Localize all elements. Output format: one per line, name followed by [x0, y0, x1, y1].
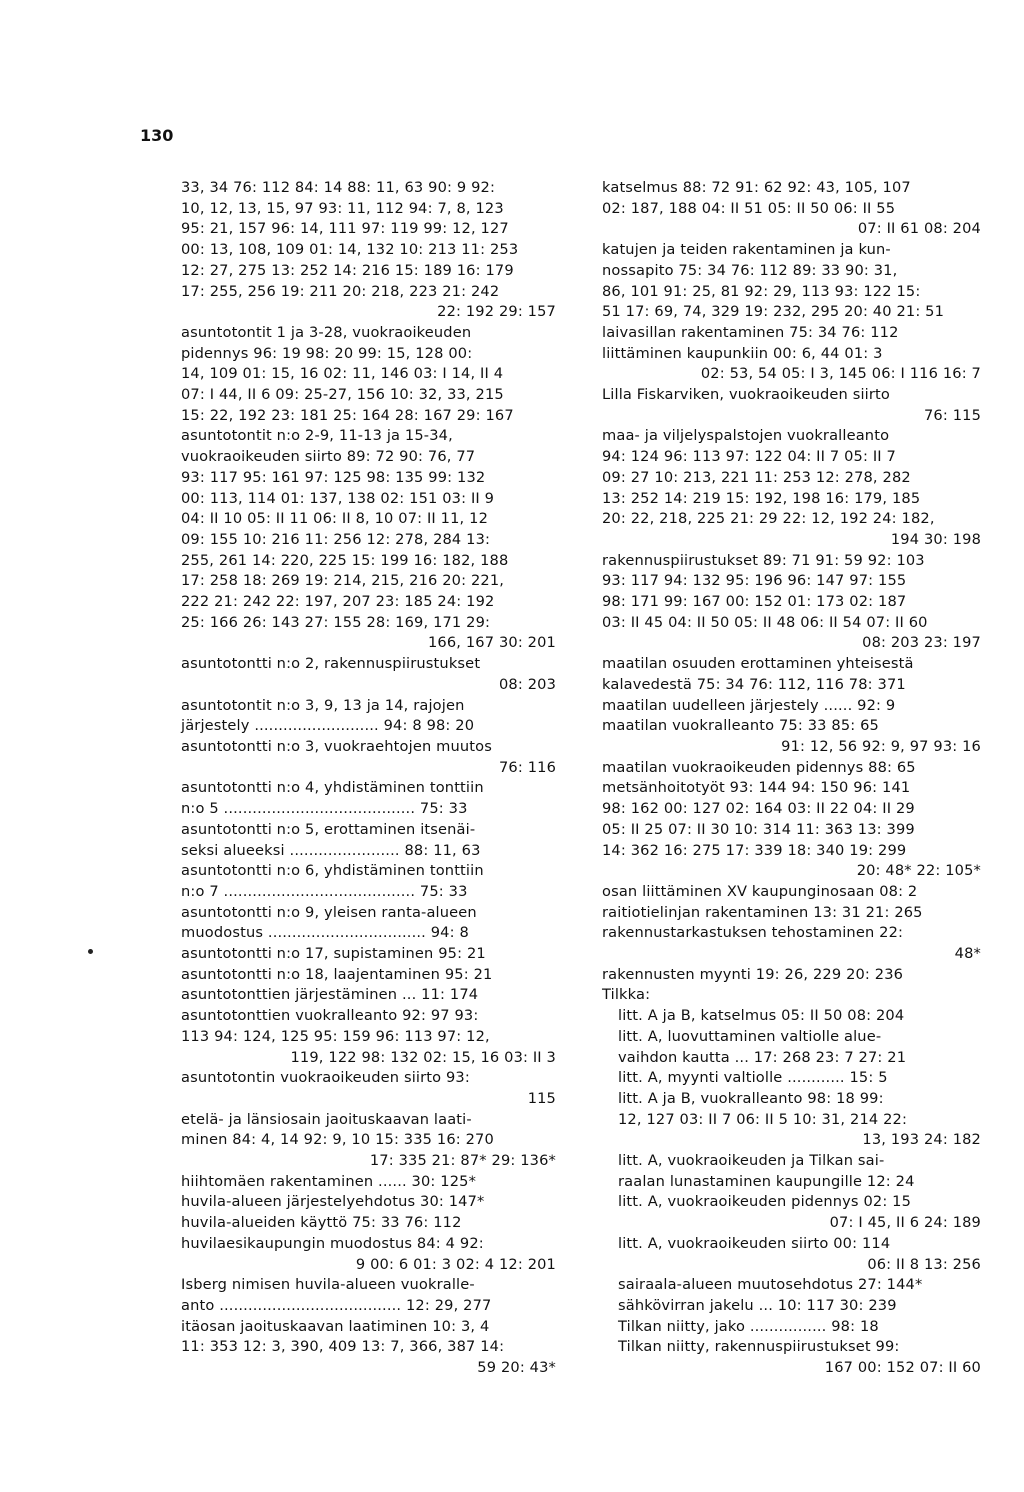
index-line: 113 94: 124, 125 95: 159 96: 113 97: 12, — [181, 1027, 490, 1045]
index-line: 10, 12, 13, 15, 97 93: 11, 112 94: 7, 8, 123 — [181, 199, 504, 217]
index-line: asuntotontti n:o 2, rakennuspiirustukset — [181, 655, 481, 673]
index-line: 20: 48* 22: 105* — [856, 862, 981, 880]
index-line: raalan lunastaminen kaupungille 12: 24 — [618, 1172, 915, 1190]
index-line: 222 21: 242 22: 197, 207 23: 185 24: 192 — [181, 593, 495, 611]
index-line: 194 30: 198 — [890, 530, 981, 548]
index-line: n:o 7 ........................................ 75: 33 — [181, 882, 468, 900]
index-line: 13: 252 14: 219 15: 192, 198 16: 179, 185 — [602, 489, 921, 507]
index-line: osan liittäminen XV kaupunginosaan 08: 2 — [602, 882, 918, 900]
index-line: 17: 255, 256 19: 211 20: 218, 223 21: 242 — [181, 282, 500, 300]
index-line: laivasillan rakentaminen 75: 34 76: 112 — [602, 323, 899, 341]
index-line: 05: II 25 07: II 30 10: 314 11: 363 13: 399 — [602, 820, 915, 838]
index-line: 51 17: 69, 74, 329 19: 232, 295 20: 40 21: 51 — [602, 303, 945, 321]
index-line: kalavedestä 75: 34 76: 112, 116 78: 371 — [602, 675, 906, 693]
index-line: huvilaesikaupungin muodostus 84: 4 92: — [181, 1234, 484, 1252]
index-line: rakennuspiirustukset 89: 71 91: 59 92: 103 — [602, 551, 925, 569]
index-line: 119, 122 98: 132 02: 15, 16 03: II 3 — [290, 1048, 556, 1066]
index-line: maatilan osuuden erottaminen yhteisestä — [602, 655, 914, 673]
index-line: rakennustarkastuksen tehostaminen 22: — [602, 924, 904, 942]
index-line: Tilkka: — [602, 986, 651, 1004]
index-line: hiihtomäen rakentaminen ...... 30: 125* — [181, 1172, 477, 1190]
index-line: rakennusten myynti 19: 26, 229 20: 236 — [602, 965, 904, 983]
index-line: 08: 203 23: 197 — [862, 634, 981, 652]
index-line: 48* — [954, 945, 981, 963]
index-line: asuntotonttien vuokralleanto 92: 97 93: — [181, 1007, 479, 1025]
index-column-left — [181, 178, 556, 1379]
index-line: 02: 187, 188 04: II 51 05: II 50 06: II 55 — [602, 199, 896, 217]
index-line: 33, 34 76: 112 84: 14 88: 11, 63 90: 9 92: — [181, 179, 496, 196]
index-line: litt. A, myynti valtiolle ............ 15: 5 — [618, 1069, 888, 1087]
index-line: muodostus ................................. 94: 8 — [181, 924, 469, 942]
index-line: 25: 166 26: 143 27: 155 28: 169, 171 29: — [181, 613, 491, 631]
page-number: 130 — [140, 126, 174, 145]
index-line: 14: 362 16: 275 17: 339 18: 340 19: 299 — [602, 841, 907, 859]
index-line: 07: I 44, II 6 09: 25-27, 156 10: 32, 33, 215 — [181, 386, 504, 404]
index-line: 255, 261 14: 220, 225 15: 199 16: 182, 188 — [181, 551, 509, 569]
index-line: 98: 162 00: 127 02: 164 03: II 22 04: II 29 — [602, 800, 915, 818]
index-line: litt. A, vuokraoikeuden ja Tilkan sai- — [618, 1152, 885, 1170]
index-line: katujen ja teiden rakentaminen ja kun- — [602, 241, 891, 259]
index-line: anto ...................................... 12: 29, 277 — [181, 1296, 492, 1314]
index-line: vaihdon kautta ... 17: 268 23: 7 27: 21 — [618, 1048, 907, 1066]
index-line: asuntotontti n:o 9, yleisen ranta-alueen — [181, 903, 477, 921]
index-line: 09: 155 10: 216 11: 256 12: 278, 284 13: — [181, 530, 491, 548]
index-line: 13, 193 24: 182 — [862, 1131, 981, 1149]
index-line: sairaala-alueen muutosehdotus 27: 144* — [618, 1276, 923, 1294]
index-line: 17: 258 18: 269 19: 214, 215, 216 20: 221, — [181, 572, 505, 590]
index-line: 93: 117 95: 161 97: 125 98: 135 99: 132 — [181, 468, 486, 486]
index-line: vuokraoikeuden siirto 89: 72 90: 76, 77 — [181, 448, 476, 466]
index-line: asuntotontti n:o 4, yhdistäminen tonttiin — [181, 779, 484, 797]
index-line: pidennys 96: 19 98: 20 99: 15, 128 00: — [181, 344, 473, 362]
index-line: 09: 27 10: 213, 221 11: 253 12: 278, 282 — [602, 468, 911, 486]
index-line: n:o 5 ........................................ 75: 33 — [181, 800, 468, 818]
index-line: 02: 53, 54 05: I 3, 145 06: I 116 16: 7 — [700, 365, 981, 383]
index-line: 03: II 45 04: II 50 05: II 48 06: II 54 07: II 60 — [602, 613, 928, 631]
index-line: maatilan vuokralleanto 75: 33 85: 65 — [602, 717, 879, 735]
index-line: Lilla Fiskarviken, vuokraoikeuden siirto — [602, 386, 890, 404]
index-line: 12, 127 03: II 7 06: II 5 10: 31, 214 22: — [618, 1110, 908, 1128]
index-line: litt. A, vuokraoikeuden siirto 00: 114 — [618, 1234, 891, 1252]
index-line: liittäminen kaupunkiin 00: 6, 44 01: 3 — [602, 344, 883, 362]
index-line: Tilkan niitty, rakennuspiirustukset 99: — [618, 1338, 900, 1356]
index-line: 17: 335 21: 87* 29: 136* — [369, 1152, 556, 1170]
index-column-right — [602, 178, 981, 1379]
index-line: 14, 109 01: 15, 16 02: 11, 146 03: I 14, II 4 — [181, 365, 504, 383]
index-line: maatilan vuokraoikeuden pidennys 88: 65 — [602, 758, 916, 776]
index-line: asuntotontti n:o 5, erottaminen itsenäi- — [181, 820, 476, 838]
index-line: 93: 117 94: 132 95: 196 96: 147 97: 155 — [602, 572, 907, 590]
index-line: sähkövirran jakelu ... 10: 117 30: 239 — [618, 1296, 897, 1314]
index-line: 94: 124 96: 113 97: 122 04: II 7 05: II 7 — [602, 448, 896, 466]
index-line: asuntotontti n:o 17, supistaminen 95: 21 — [181, 945, 486, 963]
index-line: 06: II 8 13: 256 — [867, 1255, 981, 1273]
index-line: 98: 171 99: 167 00: 152 01: 173 02: 187 — [602, 593, 907, 611]
index-line: huvila-alueiden käyttö 75: 33 76: 112 — [181, 1214, 462, 1232]
index-line: 86, 101 91: 25, 81 92: 29, 113 93: 122 15: — [602, 282, 921, 300]
index-line: litt. A, vuokraoikeuden pidennys 02: 15 — [618, 1193, 912, 1211]
index-line: huvila-alueen järjestelyehdotus 30: 147* — [181, 1193, 485, 1211]
index-line: minen 84: 4, 14 92: 9, 10 15: 335 16: 270 — [181, 1131, 494, 1149]
index-line: maatilan uudelleen järjestely ...... 92: 9 — [602, 696, 896, 714]
index-line: 11: 353 12: 3, 390, 409 13: 7, 366, 387 14: — [181, 1338, 505, 1356]
index-line: Tilkan niitty, jako ................ 98: 18 — [618, 1317, 879, 1335]
index-line: 00: 13, 108, 109 01: 14, 132 10: 213 11: 253 — [181, 241, 519, 259]
index-line: asuntotontti n:o 3, vuokraehtojen muutos — [181, 737, 493, 755]
index-line: 91: 12, 56 92: 9, 97 93: 16 — [781, 737, 981, 755]
index-line: 166, 167 30: 201 — [427, 634, 556, 652]
index-line: 20: 22, 218, 225 21: 29 22: 12, 192 24: 182, — [602, 510, 935, 528]
index-line: asuntotontit n:o 2-9, 11-13 ja 15-34, — [181, 427, 453, 445]
index-line: 22: 192 29: 157 — [437, 303, 556, 321]
index-line: 76: 116 — [498, 758, 556, 776]
index-line: katselmus 88: 72 91: 62 92: 43, 105, 107 — [602, 179, 911, 196]
index-line: etelä- ja länsiosain jaoituskaavan laati- — [181, 1110, 472, 1128]
index-line: metsänhoitotyöt 93: 144 94: 150 96: 141 — [602, 779, 911, 797]
index-line: litt. A ja B, katselmus 05: II 50 08: 204 — [618, 1007, 905, 1025]
index-line: maa- ja viljelyspalstojen vuokralleanto — [602, 427, 890, 445]
index-line: 76: 115 — [923, 406, 981, 424]
index-line: asuntotonttien järjestäminen ... 11: 174 — [181, 986, 479, 1004]
index-line: järjestely .......................... 94: 8 98: 20 — [181, 717, 475, 735]
index-line: 115 — [527, 1089, 556, 1107]
index-line: 00: 113, 114 01: 137, 138 02: 151 03: II 9 — [181, 489, 495, 507]
index-line: asuntotontti n:o 6, yhdistäminen tonttiin — [181, 862, 484, 880]
index-line: Isberg nimisen huvila-alueen vuokralle- — [181, 1276, 475, 1294]
index-line: 08: 203 — [498, 675, 556, 693]
index-line: asuntotontin vuokraoikeuden siirto 93: — [181, 1069, 470, 1087]
index-line: seksi alueeksi ....................... 88: 11, 63 — [181, 841, 481, 859]
print-speck — [88, 949, 93, 954]
index-line: litt. A ja B, vuokralleanto 98: 18 99: — [618, 1089, 884, 1107]
index-line: 12: 27, 275 13: 252 14: 216 15: 189 16: 179 — [181, 261, 514, 279]
index-line: 95: 21, 157 96: 14, 111 97: 119 99: 12, 127 — [181, 220, 509, 238]
index-line: 167 00: 152 07: II 60 — [824, 1359, 981, 1377]
index-line: asuntotontit n:o 3, 9, 13 ja 14, rajojen — [181, 696, 465, 714]
index-line: itäosan jaoituskaavan laatiminen 10: 3, 4 — [181, 1317, 490, 1335]
index-line: 04: II 10 05: II 11 06: II 8, 10 07: II 11, 12 — [181, 510, 488, 528]
index-line: raitiotielinjan rakentaminen 13: 31 21: 265 — [602, 903, 923, 921]
index-line: 59 20: 43* — [477, 1359, 556, 1377]
index-line: 07: I 45, II 6 24: 189 — [829, 1214, 981, 1232]
index-line: asuntotontti n:o 18, laajentaminen 95: 21 — [181, 965, 493, 983]
index-line: litt. A, luovuttaminen valtiolle alue- — [618, 1027, 882, 1045]
index-line: 15: 22, 192 23: 181 25: 164 28: 167 29: 167 — [181, 406, 514, 424]
index-line: nossapito 75: 34 76: 112 89: 33 90: 31, — [602, 261, 898, 279]
index-line: 9 00: 6 01: 3 02: 4 12: 201 — [355, 1255, 556, 1273]
index-line: asuntotontit 1 ja 3-28, vuokraoikeuden — [181, 323, 472, 341]
index-line: 07: II 61 08: 204 — [857, 220, 981, 238]
